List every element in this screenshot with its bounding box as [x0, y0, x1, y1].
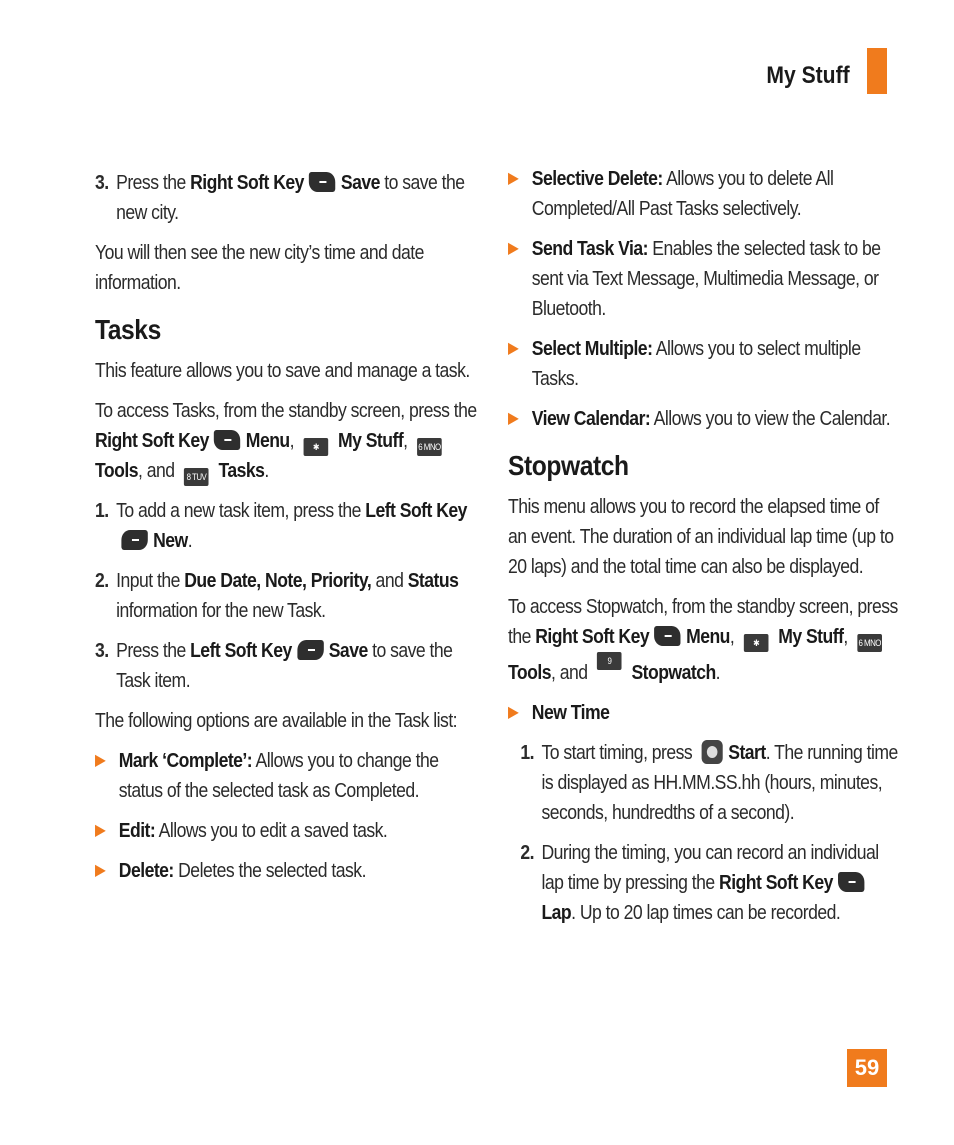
option-select-multiple: ▶ Select Multiple: Allows you to select multiple Tasks. [508, 334, 899, 394]
option-delete: ▶ Delete: Deletes the selected task. [95, 856, 481, 886]
option-selective-delete: ▶ Selective Delete: Allows you to delete All Completed/All Past Tasks selectively. [508, 164, 899, 224]
right-soft-key-icon [309, 172, 335, 192]
key-6-icon: 6 MNO [417, 438, 442, 456]
stopwatch-step-2: 2. During the timing, you can record an individual lap time by pressing the Right Soft KeyLap. Up to 20 lap times can be recorded. [520, 842, 879, 924]
right-soft-key-icon [654, 626, 680, 646]
city-step-3: 3. Press the Right Soft Key Save to save the new city. [95, 172, 465, 224]
left-column [95, 168, 480, 896]
bullet-arrow-icon: ▶ [508, 340, 519, 357]
key-6-icon: 6 MNO [857, 634, 882, 652]
left-soft-key-icon [297, 640, 323, 660]
option-send-task-via: ▶ Send Task Via: Enables the selected task to be sent via Text Message, Multimedia Message, or Bluetooth. [508, 234, 899, 324]
city-info-text: You will then see the new city’s time and date information. [95, 242, 424, 294]
option-edit: ▶ Edit: Allows you to edit a saved task. [95, 816, 481, 846]
key-9-icon: 9 WXYZ [597, 652, 622, 670]
stopwatch-heading: Stopwatch [508, 450, 629, 481]
left-soft-key-icon [121, 530, 147, 550]
task-step-2: 2. Input the Due Date, Note, Priority, and Status information for the new Task. [95, 570, 459, 622]
option-mark-complete: ▶ Mark ‘Complete’: Allows you to change the status of the selected task as Completed. [95, 746, 481, 806]
ok-key-icon [702, 740, 723, 764]
option-view-calendar: ▶ View Calendar: Allows you to view the Calendar. [508, 404, 899, 434]
star-key-icon: ✱ [744, 634, 769, 652]
bullet-arrow-icon: ▶ [508, 170, 519, 187]
tasks-access: To access Tasks, from the standby screen, press the Right Soft Key Menu, ✱ My Stuff, 6 MNO Tools, and 8 TUV Tasks. [95, 396, 481, 486]
task-step-3: 3. Press the Left Soft Key Save to save the Task item. [95, 640, 453, 692]
right-column [508, 164, 898, 938]
right-soft-key-icon [214, 430, 240, 450]
star-key-icon: ✱ [304, 438, 329, 456]
bullet-arrow-icon: ▶ [95, 752, 106, 769]
section-tab-marker [867, 48, 887, 94]
bullet-arrow-icon: ▶ [508, 410, 519, 427]
tasks-heading: Tasks [95, 314, 161, 345]
bullet-arrow-icon: ▶ [95, 862, 106, 879]
new-time-heading: ▶ New Time [508, 698, 899, 728]
stopwatch-step-1: 1. To start timing, press Start. The running time is displayed as HH.MM.SS.hh (hours, minutes, seconds, hundredths of a second). [520, 742, 898, 824]
bullet-arrow-icon: ▶ [508, 704, 519, 721]
stopwatch-intro: This menu allows you to record the elapsed time of an event. The duration of an individual lap time (up to 20 laps) and the total time can also be displayed. [508, 496, 894, 578]
tasks-intro: This feature allows you to save and manage a task. [95, 360, 470, 382]
key-8-icon: 8 TUV [184, 468, 209, 486]
stopwatch-access: To access Stopwatch, from the standby screen, press the Right Soft Key Menu, ✱ My Stuff, 6 MNO Tools, and 9 WXYZ Stopwatch. [508, 596, 898, 684]
options-intro: The following options are available in the Task list: [95, 710, 458, 732]
right-soft-key-icon [838, 872, 864, 892]
page-number: 59 [847, 1049, 887, 1087]
bullet-arrow-icon: ▶ [508, 240, 519, 257]
section-header: My Stuff [766, 62, 850, 89]
bullet-arrow-icon: ▶ [95, 822, 106, 839]
task-step-1: 1. To add a new task item, press the Left Soft KeyNew. [95, 500, 467, 552]
